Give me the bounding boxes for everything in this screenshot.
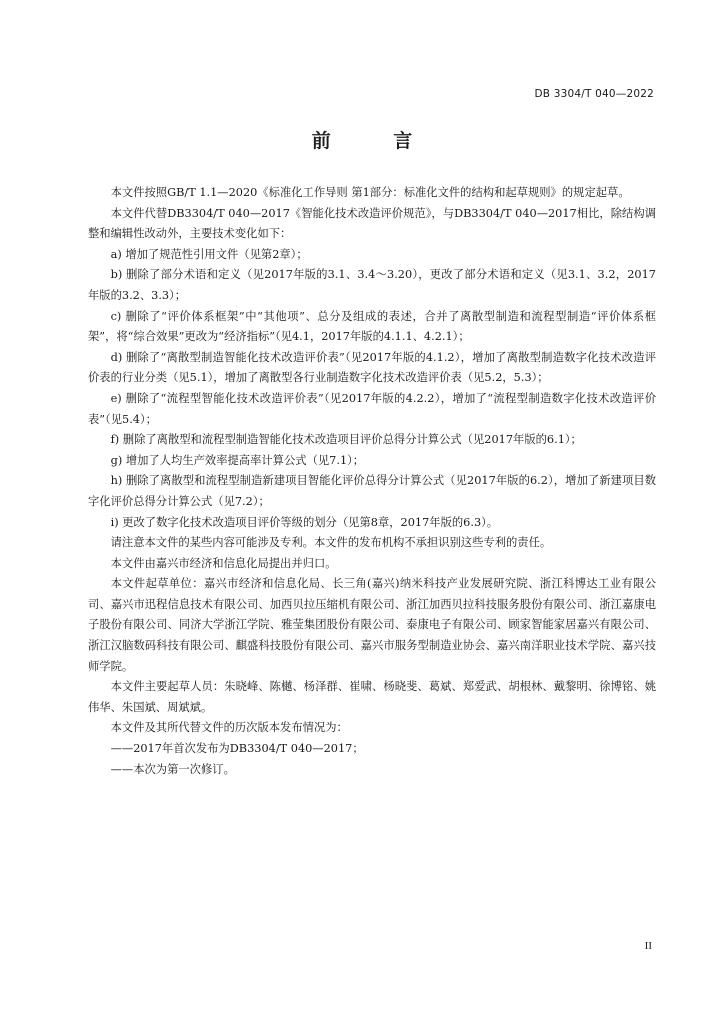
change-item-b: b) 删除了部分术语和定义（见2017年版的3.1、3.4～3.20），更改了部分术语和定义（见3.1、3.2，2017年版的3.2、3.3）； <box>88 268 656 302</box>
paragraph-drafting-basis: 本文件按照GB/T 1.1—2020《标准化工作导则 第1部分：标准化文件的结构和起草规则》的规定起草。 <box>110 186 630 199</box>
change-item-h: h) 删除了离散型和流程型制造新建项目智能化评价总得分计算公式（见2017年版的6.2），增加了新建项目数字化评价总得分计算公式（见7.2）； <box>88 474 656 508</box>
change-item-c: c) 删除了“评价体系框架”中“其他项”、总分及组成的表述，合并了离散型制造和流程型制造“评价体系框架”，将“综合效果”更改为“经济指标”（见4.1，2017年版的4.1.1、4.2.1）； <box>88 309 656 344</box>
change-item-f: f) 删除了离散型和流程型制造智能化技术改造项目评价总得分计算公式（见2017年版的6.1）； <box>110 433 582 447</box>
change-item-e: e) 删除了“流程型智能化技术改造评价表”（见2017年版的4.2.2），增加了“流程型制造数字化技术改造评价表”（见5.4）； <box>88 391 656 426</box>
history-item-2017: ——2017年首次发布为DB3304/T 040—2017； <box>110 742 364 756</box>
paragraph-history-intro: 本文件及其所代替文件的历次版本发布情况为： <box>110 721 348 735</box>
document-code: DB 3304/T 040—2022 <box>534 88 654 100</box>
paragraph-replacement-note: 本文件代替DB3304/T 040—2017《智能化技术改造评价规范》，与DB3304/T 040—2017相比，除结构调整和编辑性改动外，主要技术变化如下： <box>88 206 656 241</box>
change-item-i: i) 更改了数字化技术改造项目评价等级的划分（见第8章，2017年版的6.3）。 <box>110 515 499 529</box>
body-text <box>88 183 656 780</box>
paragraph-drafting-units: 本文件起草单位：嘉兴市经济和信息化局、长三角(嘉兴)纳米科技产业发展研究院、浙江科博达工业有限公司、嘉兴市迅程信息技术有限公司、加西贝拉压缩机有限公司、浙江加西贝拉科技服务股份有限公司、浙江嘉康电子股份有限公司、同济大学浙江学院、雅莹集团股份有限公司、泰康电子有限公司、顾家智能家居嘉兴有限公司、浙江汉脑数码科技有限公司、麒盛科技股份有限公司、嘉兴市服务型制造业协会、嘉兴南洋职业技术学院、嘉兴技师学院。 <box>88 577 656 673</box>
paragraph-drafters: 本文件主要起草人员：朱晓峰、陈樾、杨泽群、崔啸、杨晓斐、葛斌、郑爱武、胡根林、戴黎明、徐博铭、姚伟华、朱国斌、周斌斌。 <box>88 680 656 714</box>
paragraph-patent-notice: 请注意本文件的某些内容可能涉及专利。本文件的发布机构不承担识别这些专利的责任。 <box>110 536 552 550</box>
paragraph-proposer: 本文件由嘉兴市经济和信息化局提出并归口。 <box>110 556 337 570</box>
change-item-d: d) 删除了“离散型制造智能化技术改造评价表”（见2017年版的4.1.2），增加了离散型制造数字化技术改造评价表的行业分类（见5.1），增加了离散型各行业制造数字化技术改造评价表（见5.2，5.3）； <box>88 350 656 385</box>
change-item-g: g) 增加了人均生产效率提高率计算公式（见7.1）； <box>110 453 365 467</box>
page-number: II <box>644 940 652 952</box>
change-item-a: a) 增加了规范性引用文件（见第2章）； <box>110 247 308 261</box>
page-title: 前 言 <box>311 130 441 152</box>
history-item-current: ——本次为第一次修订。 <box>110 762 235 776</box>
